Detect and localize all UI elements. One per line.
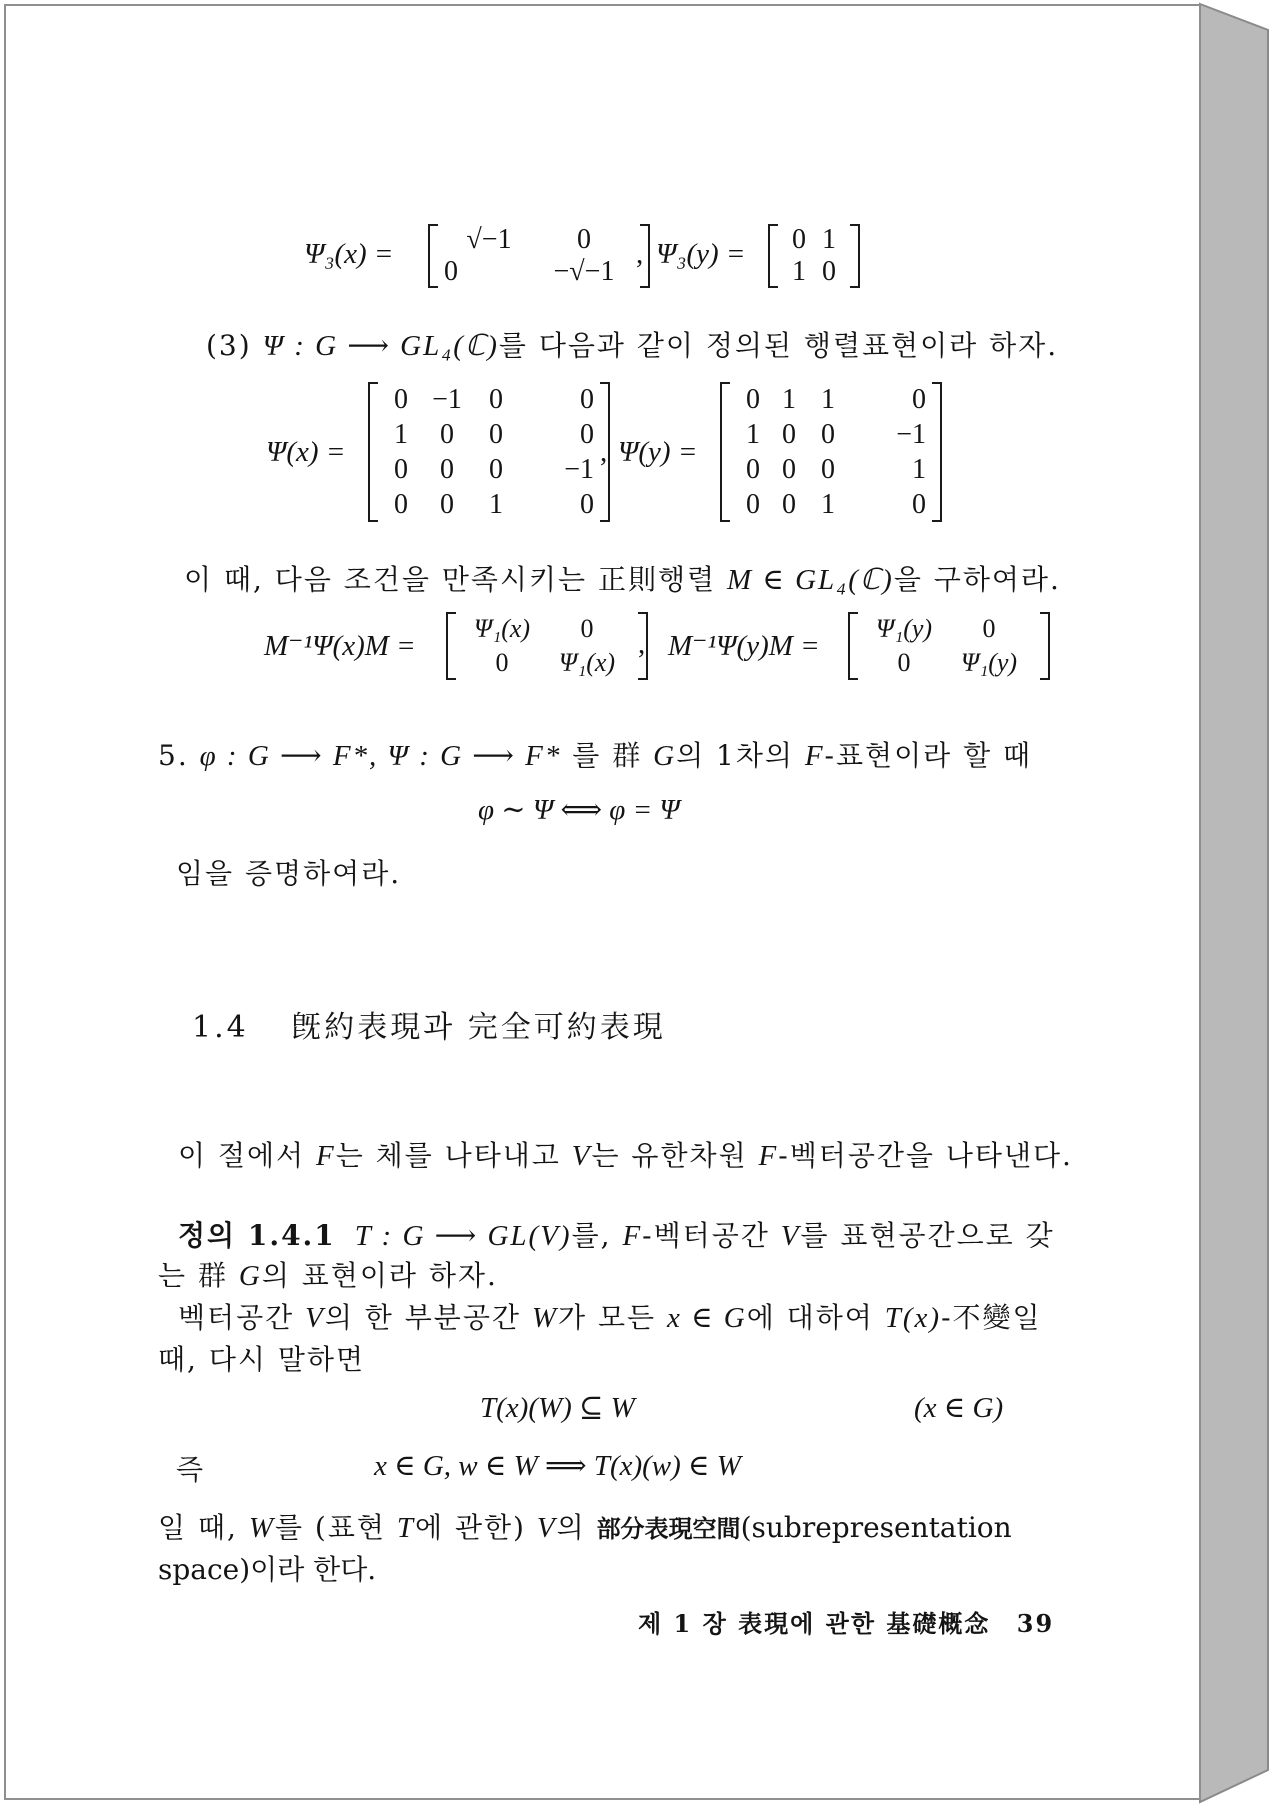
- intro-text-d: -벡터공간을 나타낸다.: [778, 1139, 1073, 1172]
- problem5-equivalence: φ ∼ Ψ ⟺ φ = Ψ: [478, 794, 680, 826]
- item3-line: [206, 324, 1058, 364]
- matrix-cell: √−1: [466, 224, 512, 255]
- intro-text-c: 는 유한차원: [591, 1139, 748, 1172]
- eq1-matrix-x: [428, 224, 650, 288]
- definition-eq4-condition: (x ∈ G): [914, 1392, 1004, 1424]
- matrix-cell: 1: [821, 383, 835, 415]
- definition-w: W: [531, 1302, 558, 1334]
- matrix-cell: 0: [580, 383, 594, 415]
- definition-line-3: [178, 1296, 1042, 1336]
- matrix-cell: 0: [580, 418, 594, 450]
- eq3-matrix-x: [446, 612, 648, 680]
- matrix-cell: 0: [792, 224, 806, 255]
- cond-line: [184, 558, 1061, 598]
- definition-text-1c: 를 표현공간으로 갖: [800, 1219, 1055, 1252]
- cond-pre: 이 때, 다음 조건을 만족시키는 正則행렬: [184, 563, 717, 596]
- matrix-cell: 1: [746, 418, 760, 450]
- problem5-text1: 를 群: [572, 739, 643, 772]
- intro-f: F: [316, 1140, 336, 1172]
- definition-text-5b: 를 (표현: [274, 1511, 386, 1544]
- matrix-cell: 0: [982, 614, 996, 643]
- item3-math: Ψ : G ⟶ GL₄(ℂ): [262, 330, 499, 362]
- eq1-matrix-y: [768, 224, 860, 288]
- intro-text-a: 이 절에서: [178, 1139, 306, 1172]
- problem5-f: F: [804, 740, 825, 772]
- matrix-cell: 1: [821, 488, 835, 520]
- definition-term-en: (subrepresentation: [740, 1511, 1012, 1544]
- cond-math: M ∈ GL₄(ℂ): [726, 564, 894, 596]
- page-content: [6, 6, 1203, 1802]
- matrix-cell: 0: [782, 453, 796, 485]
- matrix-cell: Ψ₁(y): [960, 648, 1018, 677]
- matrix-cell: 0: [782, 418, 796, 450]
- problem5-conclusion: 임을 증명하여라.: [176, 857, 402, 890]
- definition-v: V: [780, 1220, 801, 1252]
- matrix-cell: 0: [580, 614, 594, 643]
- matrix-cell: 0: [394, 453, 408, 485]
- definition-text-5c: 에 관한): [415, 1511, 526, 1544]
- intro-text-b: 는 체를 나타내고: [335, 1139, 561, 1172]
- definition-line-5: [158, 1506, 1012, 1546]
- eq1-lhs-y: Ψ₃(y) =: [656, 238, 746, 270]
- matrix-cell: 0: [746, 383, 760, 415]
- eq3-comma: ,: [638, 628, 646, 660]
- definition-text-3e: -不變일: [941, 1301, 1042, 1334]
- definition-t: T: [396, 1512, 415, 1544]
- matrix-cell: 1: [394, 418, 408, 450]
- item3-text: 를 다음과 같이 정의된 행렬표현이라 하자.: [498, 329, 1059, 362]
- definition-line-4: 때, 다시 말하면: [158, 1343, 365, 1376]
- book-page: [4, 4, 1201, 1800]
- eq2-lhs-x: Ψ(x) =: [266, 436, 346, 468]
- definition-tx: T(x): [884, 1302, 942, 1334]
- matrix-cell: 0: [821, 418, 835, 450]
- definition-jeuk: 즉: [176, 1453, 206, 1486]
- footer-text: 제 1 장 表現에 관한 基礎概念: [638, 1609, 991, 1638]
- matrix-cell: 0: [746, 488, 760, 520]
- matrix-cell: 0: [394, 488, 408, 520]
- matrix-cell: −1: [896, 418, 926, 450]
- matrix-cell: 0: [444, 256, 458, 287]
- matrix-cell: −√−1: [553, 256, 615, 287]
- definition-text-3c: 가 모든: [558, 1301, 657, 1334]
- section-number: 1.4: [192, 1010, 249, 1045]
- definition-v3: V: [536, 1512, 557, 1544]
- page-footer: [638, 1604, 1054, 1639]
- page-number: 39: [1016, 1609, 1055, 1638]
- definition-g: G: [238, 1260, 262, 1292]
- definition-v2: V: [305, 1302, 325, 1334]
- definition-text-2b: 의 표현이라 하자.: [261, 1259, 498, 1292]
- matrix-cell: 0: [440, 453, 454, 485]
- matrix-cell: 0: [489, 418, 503, 450]
- definition-w2: W: [248, 1512, 275, 1544]
- definition-line-6: space)이라 한다.: [158, 1553, 377, 1586]
- definition-label: 정의 1.4.1: [178, 1219, 336, 1252]
- matrix-cell: 0: [440, 488, 454, 520]
- definition-term: 部分表現空間: [596, 1514, 741, 1543]
- matrix-cell: −1: [564, 453, 594, 485]
- matrix-cell: −1: [432, 383, 462, 415]
- problem5-math: φ : G ⟶ F*, Ψ : G ⟶ F*: [199, 740, 562, 772]
- matrix-cell: 0: [495, 648, 509, 677]
- matrix-cell: 0: [782, 488, 796, 520]
- definition-f: F: [622, 1220, 643, 1252]
- problem5-line: [158, 734, 1032, 774]
- eq2-comma: ,: [600, 436, 608, 468]
- definition-text-2: 는 群: [158, 1259, 228, 1292]
- eq2-lhs-y: Ψ(y) =: [618, 436, 698, 468]
- matrix-cell: 0: [440, 418, 454, 450]
- problem5-number: 5.: [158, 739, 189, 772]
- eq2-matrix-x: [368, 382, 610, 522]
- cond-post: 을 구하여라.: [893, 563, 1061, 596]
- definition-text-3a: 벡터공간: [178, 1301, 295, 1334]
- matrix-cell: 0: [912, 383, 926, 415]
- matrix-cell: Ψ₁(x): [473, 614, 531, 643]
- definition-eq5: x ∈ G, w ∈ W ⟹ T(x)(w) ∈ W: [374, 1450, 741, 1482]
- matrix-cell: 0: [746, 453, 760, 485]
- item3-label: (3): [206, 329, 252, 362]
- matrix-cell: 0: [822, 256, 836, 287]
- matrix-cell: 1: [782, 383, 796, 415]
- matrix-cell: 0: [394, 383, 408, 415]
- definition-text-1b: -벡터공간: [642, 1219, 770, 1252]
- eq2-matrix-y: [720, 382, 942, 522]
- eq1-lhs-x: Ψ₃(x) =: [304, 238, 394, 270]
- problem5-g: G: [653, 740, 677, 772]
- matrix-cell: 0: [897, 648, 911, 677]
- definition-line-2: [158, 1254, 498, 1294]
- problem5-text2: 의 1차의: [676, 739, 794, 772]
- definition-text-3d: 에 대하여: [746, 1301, 874, 1334]
- definition-xg: x ∈ G: [666, 1302, 747, 1334]
- matrix-cell: 1: [822, 224, 836, 255]
- section-heading: [192, 1002, 666, 1046]
- matrix-cell: 1: [912, 453, 926, 485]
- section-title: 旣約表現과 完全可約表現: [291, 1010, 666, 1045]
- definition-text-1: 를,: [571, 1219, 612, 1252]
- eq1-comma: ,: [636, 238, 644, 270]
- matrix-cell: 0: [821, 453, 835, 485]
- matrix-cell: 1: [489, 488, 503, 520]
- matrix-cell: Ψ₁(y): [875, 614, 933, 643]
- eq3-matrix-y: [848, 612, 1050, 680]
- matrix-cell: Ψ₁(x): [558, 648, 616, 677]
- definition-text-5d: 의: [556, 1511, 586, 1544]
- problem5-text3: -표현이라 할 때: [824, 739, 1033, 772]
- matrix-cell: 0: [912, 488, 926, 520]
- definition-text-3b: 의 한 부분공간: [324, 1301, 521, 1334]
- intro-v: V: [571, 1140, 592, 1172]
- eq3-lhs-x: M⁻¹Ψ(x)M =: [264, 630, 416, 662]
- definition-eq4: T(x)(W) ⊆ W: [480, 1392, 635, 1424]
- definition-math: T : G ⟶ GL(V): [354, 1220, 572, 1252]
- intro-f2: F: [758, 1140, 779, 1172]
- intro-line: [178, 1134, 1073, 1174]
- matrix-cell: 0: [580, 488, 594, 520]
- matrix-cell: 1: [792, 256, 806, 287]
- definition-line-1: [178, 1214, 1055, 1254]
- matrix-cell: 0: [489, 453, 503, 485]
- eq3-lhs-y: M⁻¹Ψ(y)M =: [668, 630, 820, 662]
- matrix-cell: 0: [489, 383, 503, 415]
- definition-text-5a: 일 때,: [158, 1511, 238, 1544]
- matrix-cell: 0: [577, 224, 591, 255]
